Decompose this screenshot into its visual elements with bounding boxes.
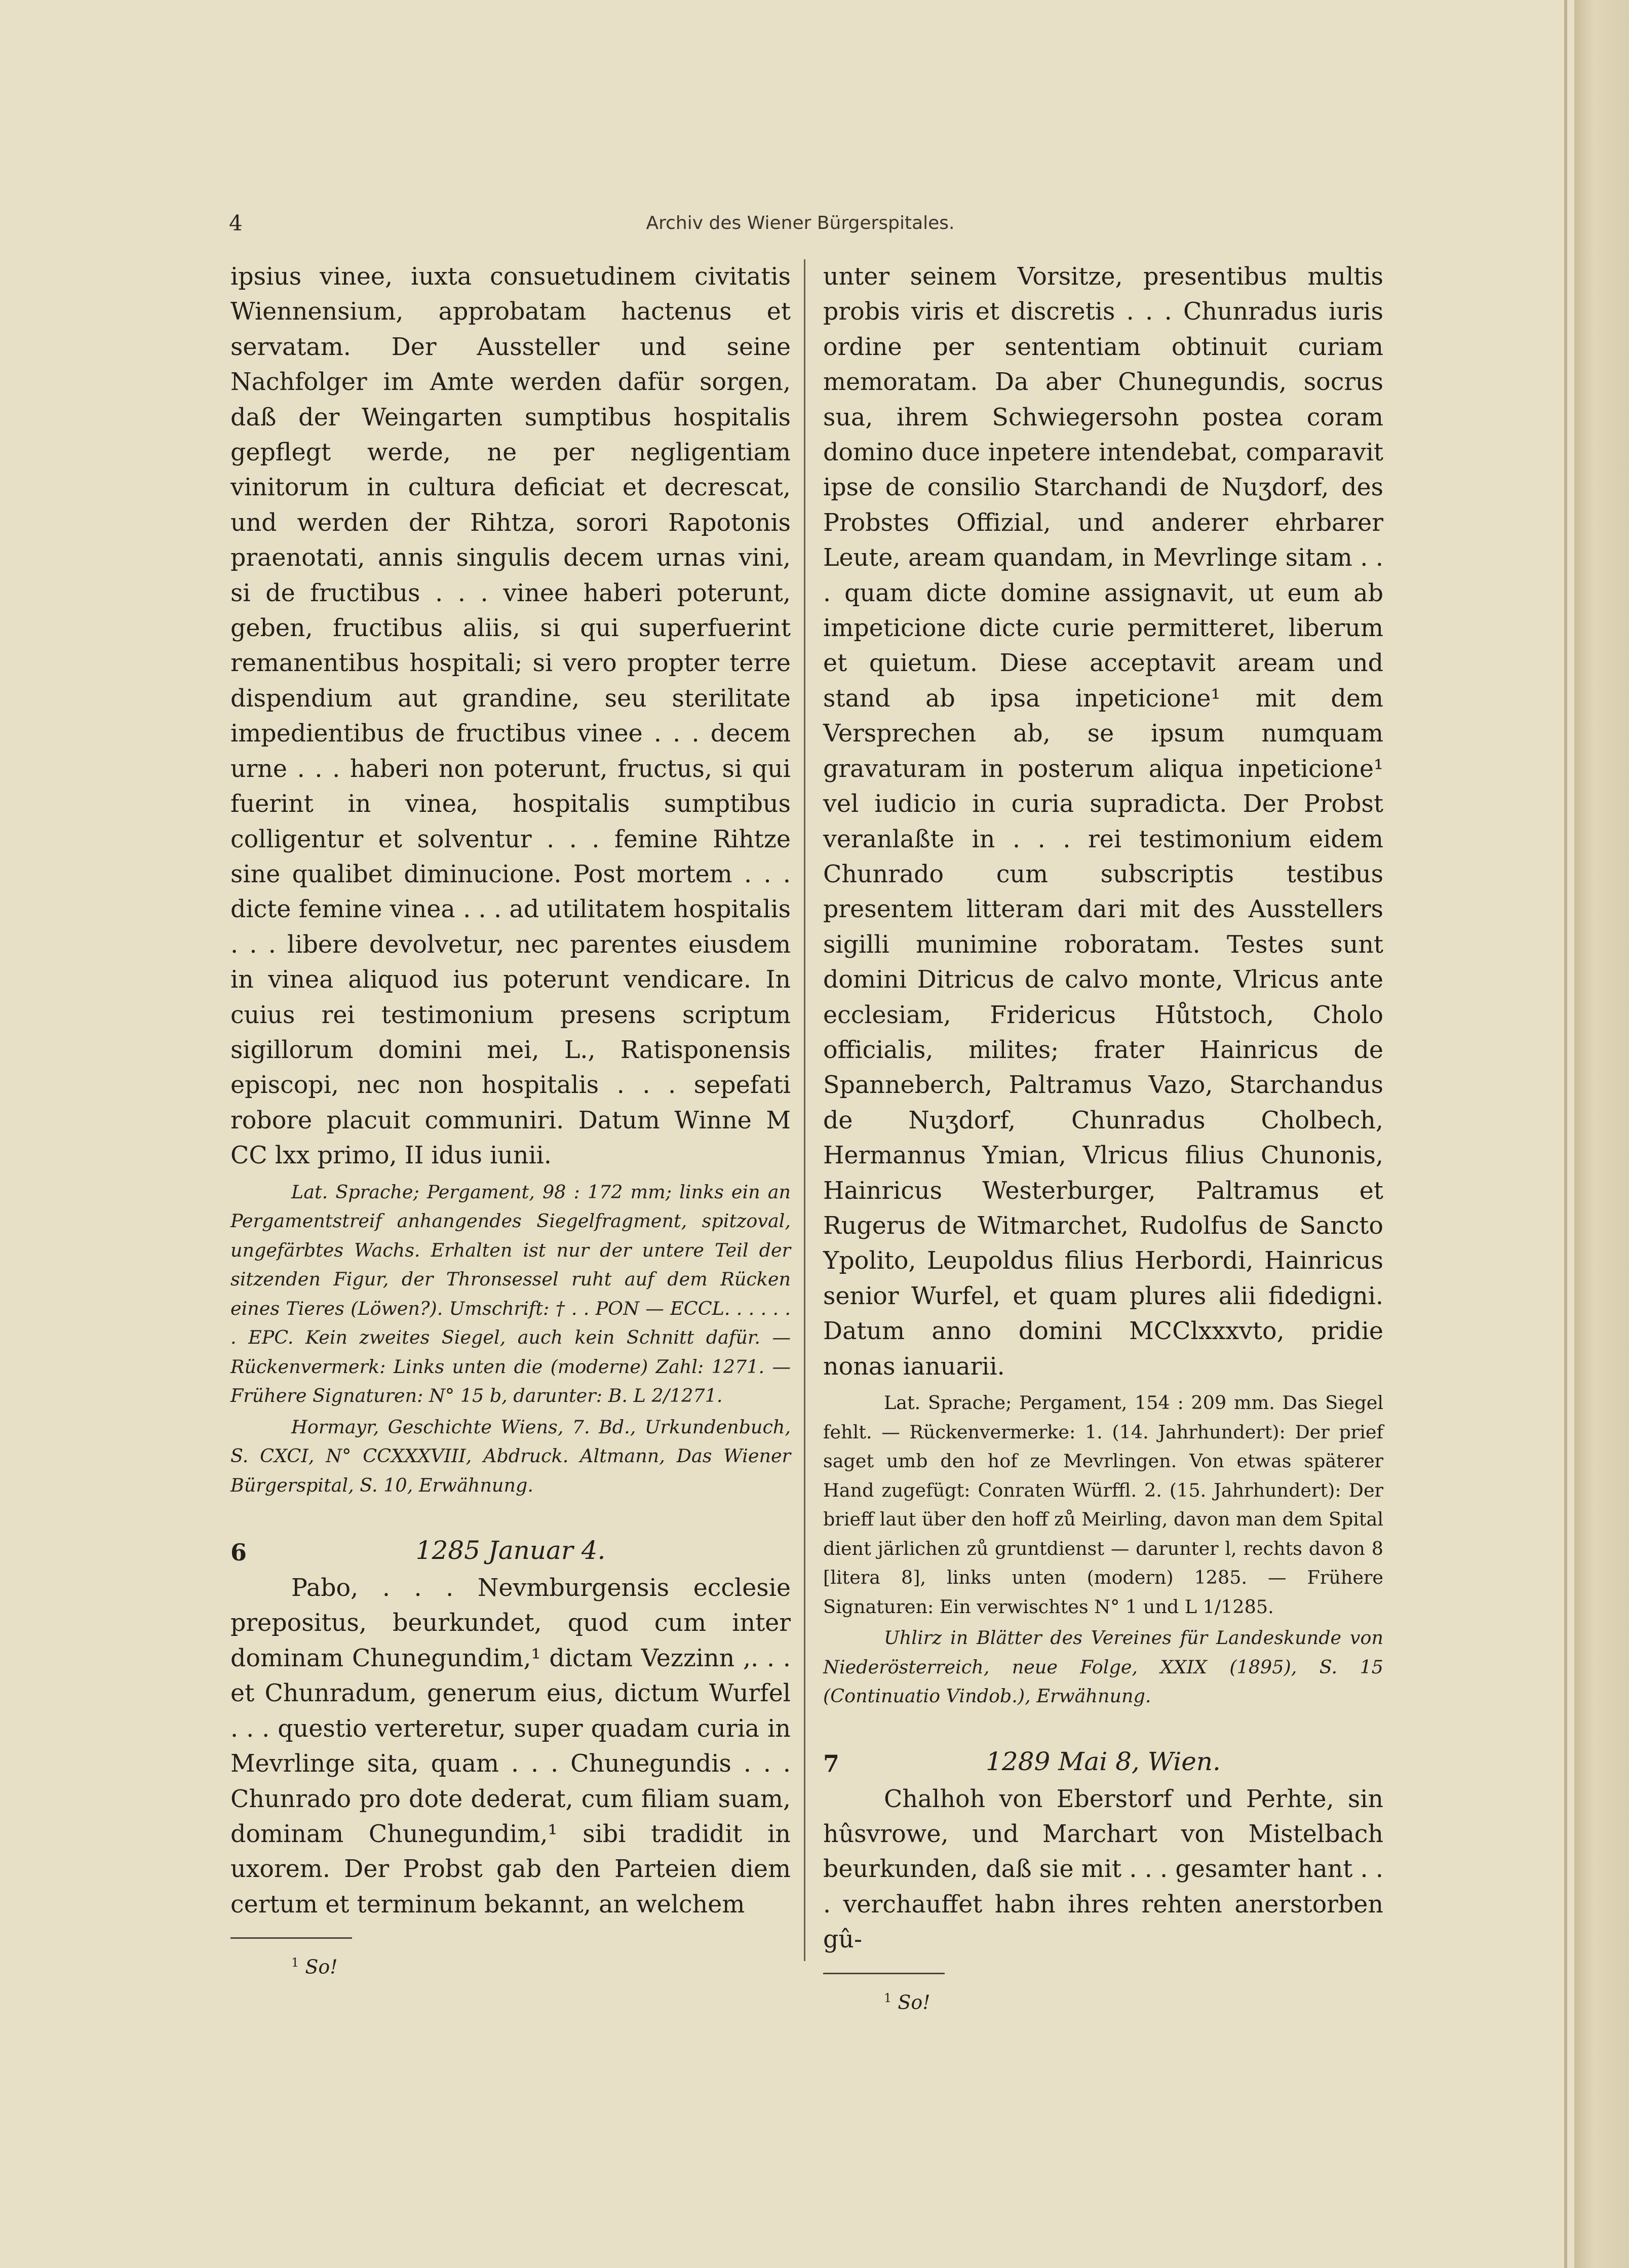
footnote-rule [823,1973,945,1974]
footnote-left [230,1950,791,1980]
running-title: Archiv des Wiener Bürgerspitales. [646,213,955,233]
left-column [230,259,791,1980]
document-6-references: Uhlirz in Blätter des Vereines für Landeskunde von Niederösterreich, neue Folge, XXIX (1895), S. 15 (Continuatio Vindob.), Erwähnung. [823,1627,1383,1707]
footnote-right [823,1985,1383,2015]
page-number: 4 [229,211,243,236]
document-7-text: Chalhoh von Eberstorf und Perhte, sin hûsvrowe, und Marchart von Mistelbach beurkunden, daß sie mit . . . gesamter hant . . . verchauffet habn ihres rehten anerstorben gû- [823,1785,1383,1954]
running-head [229,211,1372,241]
document-5-references: Hormayr, Geschichte Wiens, 7. Bd., Urkundenbuch, S. CXCI, N° CCXXXVIII, Abdruck. Altmann, Das Wiener Bürgerspital, S. 10, Erwähnung. [230,1416,791,1496]
next-page-edge [1574,0,1629,2268]
footnote-text: So! [898,1991,930,2014]
document-6-number: 6 [230,1539,247,1567]
page-gutter [1564,0,1567,2268]
footnote-text: So! [305,1956,338,1978]
document-6-text: Pabo, . . . Nevmburgensis ecclesie prepositus, beurkundet, quod cum inter dominam Chunegundim,¹ dictam Vezzinn ,. . . et Chunradum, generum eius, dictum Wurfel . . . questio verteretur, super quadam curia in Mevrlinge sita, quam . . . Chunegundis . . . Chunrado pro dote dederat, cum filiam suam, dominam Chunegundim,¹ sibi tradidit in uxorem. Der Probst gab den Parteien diem certum et terminum bekannt, an welchem [230,1574,791,1919]
document-6-heading [230,1533,791,1571]
footnote-mark: 1 [884,1990,892,2005]
document-5-text-continued: ipsius vinee, iuxta consuetudinem civitatis Wiennensium, approbatam hactenus et servatam. Der Aussteller und seine Nachfolger im Amte werden dafür sorgen, daß der Weingarten sumptibus hospitalis gepflegt werde, ne per negligentiam vinitorum in cultura deficiat et decrescat, und werden der Rihtza, sorori Rapotonis praenotati, annis singulis decem urnas vini, si de fructibus . . . vinee haberi poterunt, geben, fructibus aliis, si qui superfuerint remanentibus hospitali; si vero propter terre dispendium aut grandine, seu sterilitate impedientibus de fructibus vinee . . . decem urne . . . haberi non poterunt, fructus, si qui fuerint in vinea, hospitalis sumptibus colligentur et solventur . . . femine Rihtze sine qualibet diminucione. Post mortem . . . dicte femine vinea . . . ad utilitatem hospitalis . . . libere devolvetur, nec parentes eiusdem in vinea aliquod ius poterunt vendicare. In cuius rei testimonium presens scriptum sigillorum domini mei, L., Ratisponensis episcopi, nec non hospitalis . . . sepefati robore placuit communiri. Datum Winne M CC lxx primo, II idus iunii. [230,263,791,1170]
document-5-description: Lat. Sprache; Pergament, 98 : 172 mm; links ein an Pergamentstreif anhangendes Siegelfragment, spitzoval, ungefärbtes Wachs. Erhalten ist nur der untere Teil der sitzenden Figur, der Thronsessel ruht auf dem Rücken eines Tieres (Löwen?). Umschrift: † . . PON — ECCL. . . . . . . EPC. Kein zweites Siegel, auch kein Schnitt dafür. — Rückenvermerk: Links unten die (moderne) Zahl: 1271. — Frühere Signaturen: N° 15 b, darunter: B. L 2/1271. [230,1181,791,1407]
document-6-text-continued: unter seinem Vorsitze, presentibus multis probis viris et discretis . . . Chunradus iuris ordine per sententiam obtinuit curiam memoratam. Da aber Chunegundis, socrus sua, ihrem Schwiegersohn postea coram domino duce inpetere intendebat, comparavit ipse de consilio Starchandi de Nuʒdorf, des Probstes Offizial, und anderer ehrbarer Leute, aream quandam, in Mevrlinge sitam . . . quam dicte domine assignavit, ut eum ab impeticione dicte curie permitteret, liberum et quietum. Diese acceptavit aream und stand ab ipsa inpeticione¹ mit dem Versprechen ab, se ipsum numquam gravaturam in posterum aliqua inpeticione¹ vel iudicio in curia supradicta. Der Probst veranlaßte in . . . rei testimonium eidem Chunrado cum subscriptis testibus presentem litteram dari mit des Ausstellers sigilli munimine roboratam. Testes sunt domini Ditricus de calvo monte, Vlricus ante ecclesiam, Fridericus Hůtstoch, Cholo officialis, milites; frater Hainricus de Spanneberch, Paltramus Vazo, Starchandus de Nuʒdorf, Chunradus Cholbech, Hermannus Ymian, Vlricus filius Chunonis, Hainricus Westerburger, Paltramus et Rugerus de Witmarchet, Rudolfus de Sancto Ypolito, Leupoldus filius Herbordi, Hainricus senior Wurfel, et quam plures alii fidedigni. Datum anno domini MCClxxxvto, pridie nonas ianuarii. [823,263,1383,1381]
document-6-description: Lat. Sprache; Pergament, 154 : 209 mm. Das Siegel fehlt. — Rückenvermerke: 1. (14. Jahrhundert): Der prief saget umb den hof ze Mevrlingen. Von etwas späterer Hand zugefügt: Conraten Würffl. 2. (15. Jahrhundert): Der brieff laut über den hoff zů Meirling, davon man dem Spital dient järlichen zů gruntdienst — darunter l, rechts davon 8 [litera 8], links unten (modern) 1285. — Frühere Signaturen: Ein verwischtes N° 1 und L 1/1285. [823,1392,1383,1618]
document-6-date: 1285 Januar 4. [415,1536,606,1566]
right-column [823,259,1383,2015]
footnote-rule [230,1937,352,1939]
column-divider [804,259,805,1961]
document-7-date: 1289 Mai 8, Wien. [986,1746,1221,1776]
footnote-mark: 1 [291,1956,299,1970]
document-7-heading [823,1744,1383,1782]
document-7-number: 7 [823,1749,840,1777]
